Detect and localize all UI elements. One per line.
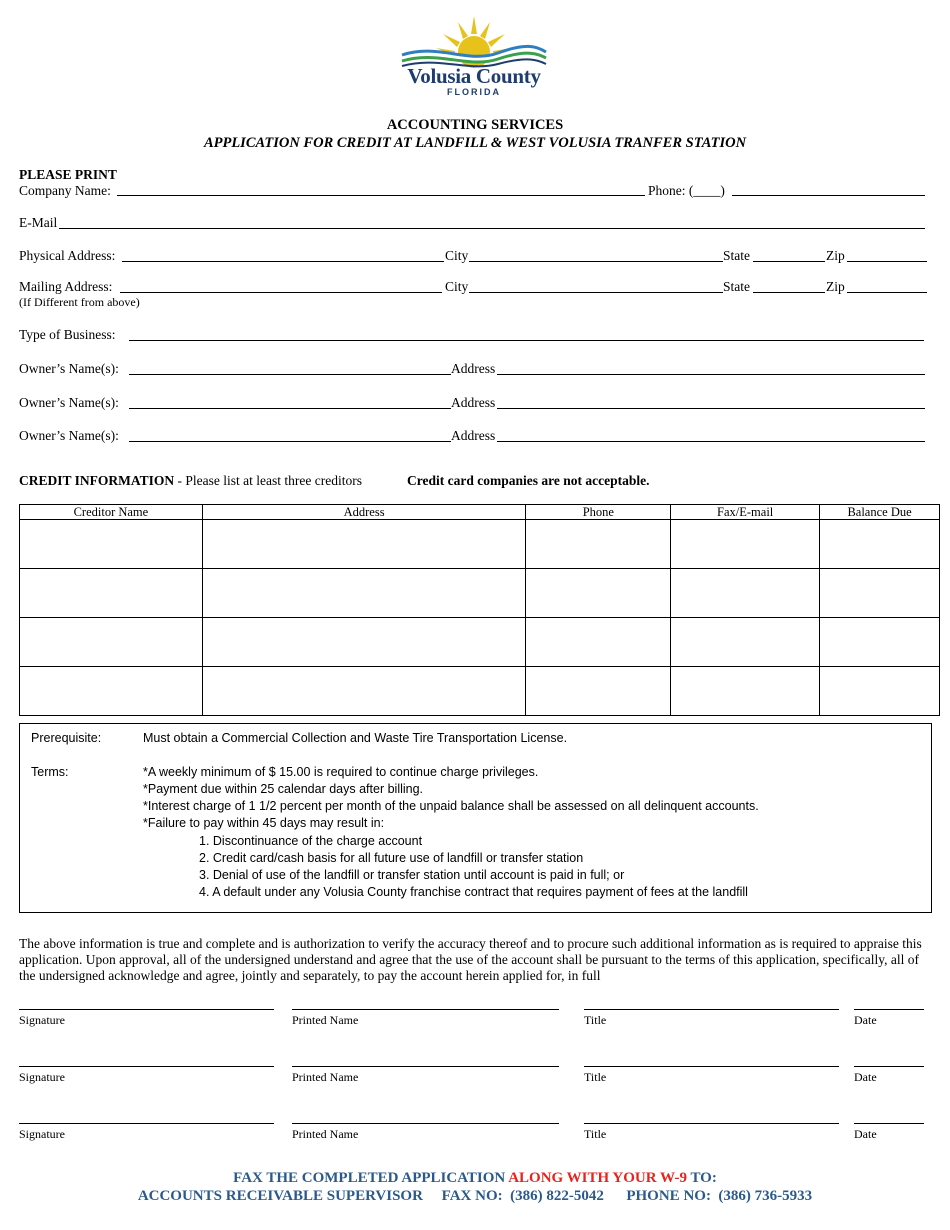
county-logo — [398, 14, 550, 98]
mailing-address-label: Mailing Address: — [19, 279, 113, 294]
term-item: *Failure to pay within 45 days may result in: — [143, 816, 385, 830]
company-name-field[interactable] — [117, 195, 645, 196]
signature-field[interactable] — [19, 1066, 274, 1067]
mailing-zip-label: Zip — [826, 279, 845, 294]
owner-name-field-3[interactable] — [129, 441, 451, 442]
credit-heading: CREDIT INFORMATION — [19, 473, 175, 488]
column-header-fax-email: Fax/E-mail — [671, 505, 820, 520]
mailing-state-label: State — [723, 279, 750, 294]
title-field[interactable] — [584, 1009, 839, 1010]
table-cell[interactable] — [202, 618, 526, 667]
credit-instruction: - Please list at least three creditors — [177, 473, 362, 488]
owner-address-field-1[interactable] — [497, 374, 925, 375]
table-cell[interactable] — [20, 667, 203, 716]
owner-address-label-1: Address — [451, 361, 496, 376]
table-cell[interactable] — [671, 569, 820, 618]
title-field[interactable] — [584, 1123, 839, 1124]
printed-name-label: Printed Name — [292, 1013, 359, 1027]
fax-instructions — [0, 1170, 950, 1187]
physical-city-label: City — [445, 248, 469, 263]
table-cell[interactable] — [526, 569, 671, 618]
owner-address-label-2: Address — [451, 395, 496, 410]
page-title: ACCOUNTING SERVICES — [386, 117, 564, 133]
owner-name-label-1: Owner’s Name(s): — [19, 361, 119, 376]
table-cell[interactable] — [202, 667, 526, 716]
terms-box — [19, 723, 932, 913]
prerequisite-label: Prerequisite: — [31, 731, 102, 745]
table-cell[interactable] — [671, 667, 820, 716]
physical-city-field[interactable] — [469, 261, 723, 262]
creditor-table — [19, 504, 940, 716]
term-item: *Payment due within 25 calendar days after billing. — [143, 782, 424, 796]
fax-instruction-part-3: TO: — [686, 1170, 717, 1186]
owner-name-label-2: Owner’s Name(s): — [19, 395, 119, 410]
company-name-label: Company Name: — [19, 183, 111, 198]
sun-wave-icon — [398, 14, 550, 70]
term-item: *A weekly minimum of $ 15.00 is required to continue charge privileges. — [143, 765, 539, 779]
table-header-row — [20, 505, 940, 520]
table-cell[interactable] — [820, 569, 940, 618]
signature-field[interactable] — [19, 1123, 274, 1124]
consequence-item: 3. Denial of use of the landfill or transfer station until account is paid in full; or — [199, 868, 625, 882]
signature-label: Signature — [19, 1127, 65, 1141]
table-cell[interactable] — [820, 520, 940, 569]
column-header-address: Address — [202, 505, 526, 520]
mailing-state-field[interactable] — [753, 292, 825, 293]
physical-address-field[interactable] — [122, 261, 444, 262]
logo-name: Volusia County — [407, 64, 541, 88]
owner-name-label-3: Owner’s Name(s): — [19, 428, 119, 443]
mailing-city-label: City — [445, 279, 469, 294]
printed-name-label: Printed Name — [292, 1127, 359, 1141]
mailing-city-field[interactable] — [469, 292, 723, 293]
consequence-item: 1. Discontinuance of the charge account — [199, 834, 423, 848]
signature-label: Signature — [19, 1070, 65, 1084]
phone-label: Phone: (____) — [648, 183, 725, 198]
credit-info-heading — [19, 473, 362, 489]
date-field[interactable] — [854, 1009, 924, 1010]
table-cell[interactable] — [20, 569, 203, 618]
table-row — [20, 667, 940, 716]
date-field[interactable] — [854, 1066, 924, 1067]
email-label: E-Mail — [19, 215, 58, 230]
phone-field[interactable] — [732, 195, 925, 196]
printed-name-field[interactable] — [292, 1009, 559, 1010]
consequence-item: 2. Credit card/cash basis for all future use of landfill or transfer station — [199, 851, 584, 865]
table-cell[interactable] — [820, 618, 940, 667]
email-field[interactable] — [59, 228, 925, 229]
physical-zip-field[interactable] — [847, 261, 927, 262]
date-label: Date — [854, 1127, 877, 1141]
business-type-label: Type of Business: — [19, 327, 116, 342]
table-cell[interactable] — [20, 520, 203, 569]
w9-highlight: ALONG WITH YOUR W-9 — [508, 1170, 687, 1186]
printed-name-field[interactable] — [292, 1066, 559, 1067]
owner-address-field-2[interactable] — [497, 408, 925, 409]
prerequisite-text: Must obtain a Commercial Collection and Waste Tire Transportation License. — [143, 731, 568, 745]
printed-name-field[interactable] — [292, 1123, 559, 1124]
column-header-balance-due: Balance Due — [820, 505, 940, 520]
term-item: *Interest charge of 1 1/2 percent per month of the unpaid balance shall be assessed on all delinquent accounts. — [143, 799, 759, 813]
fax-instruction-part-1: FAX THE COMPLETED APPLICATION — [233, 1170, 509, 1186]
signature-field[interactable] — [19, 1009, 274, 1010]
date-label: Date — [854, 1070, 877, 1084]
contact-line: ACCOUNTS RECEIVABLE SUPERVISOR FAX NO: (386) 822-5042 PHONE NO: (386) 736-5933 — [137, 1188, 813, 1204]
terms-label: Terms: — [31, 765, 69, 779]
printed-name-label: Printed Name — [292, 1070, 359, 1084]
table-cell[interactable] — [202, 569, 526, 618]
signature-label: Signature — [19, 1013, 65, 1027]
table-cell[interactable] — [820, 667, 940, 716]
column-header-phone: Phone — [526, 505, 671, 520]
credit-card-notice: Credit card companies are not acceptable. — [407, 473, 650, 488]
column-header-creditor-name: Creditor Name — [20, 505, 203, 520]
mailing-note: (If Different from above) — [19, 295, 140, 309]
page-subtitle: APPLICATION FOR CREDIT AT LANDFILL & WEST VOLUSIA TRANFER STATION — [203, 135, 747, 151]
title-label: Title — [584, 1070, 607, 1084]
table-cell[interactable] — [671, 618, 820, 667]
physical-address-label: Physical Address: — [19, 248, 116, 263]
owner-address-label-3: Address — [451, 428, 496, 443]
owner-name-field-2[interactable] — [129, 408, 451, 409]
consequence-item: 4. A default under any Volusia County franchise contract that requires payment of fees at the landfill — [199, 885, 748, 899]
logo-state: FLORIDA — [447, 87, 501, 97]
date-label: Date — [854, 1013, 877, 1027]
agreement-paragraph: The above information is true and complete and is authorization to verify the accuracy thereof and to procure such additional information as is required to appraise this application. Upon approval, all of the undersigned understand and agree that the use of the account shall be pursuant to the terms of this application, specifically, all of the undersigned acknowledge and agree, jointly and separately, to pay the account herein applied for, in full — [19, 936, 922, 983]
table-row — [20, 520, 940, 569]
table-row — [20, 618, 940, 667]
table-row — [20, 569, 940, 618]
owner-name-field-1[interactable] — [129, 374, 451, 375]
mailing-address-field[interactable] — [120, 292, 442, 293]
please-print-label: PLEASE PRINT — [19, 167, 117, 182]
table-cell[interactable] — [202, 520, 526, 569]
title-label: Title — [584, 1013, 607, 1027]
physical-state-field[interactable] — [753, 261, 825, 262]
mailing-zip-field[interactable] — [847, 292, 927, 293]
table-cell[interactable] — [20, 618, 203, 667]
business-type-field[interactable] — [129, 340, 924, 341]
title-label: Title — [584, 1127, 607, 1141]
title-field[interactable] — [584, 1066, 839, 1067]
table-cell[interactable] — [526, 667, 671, 716]
physical-zip-label: Zip — [826, 248, 845, 263]
table-cell[interactable] — [671, 520, 820, 569]
physical-state-label: State — [723, 248, 750, 263]
table-cell[interactable] — [526, 520, 671, 569]
table-cell[interactable] — [526, 618, 671, 667]
owner-address-field-3[interactable] — [497, 441, 925, 442]
date-field[interactable] — [854, 1123, 924, 1124]
